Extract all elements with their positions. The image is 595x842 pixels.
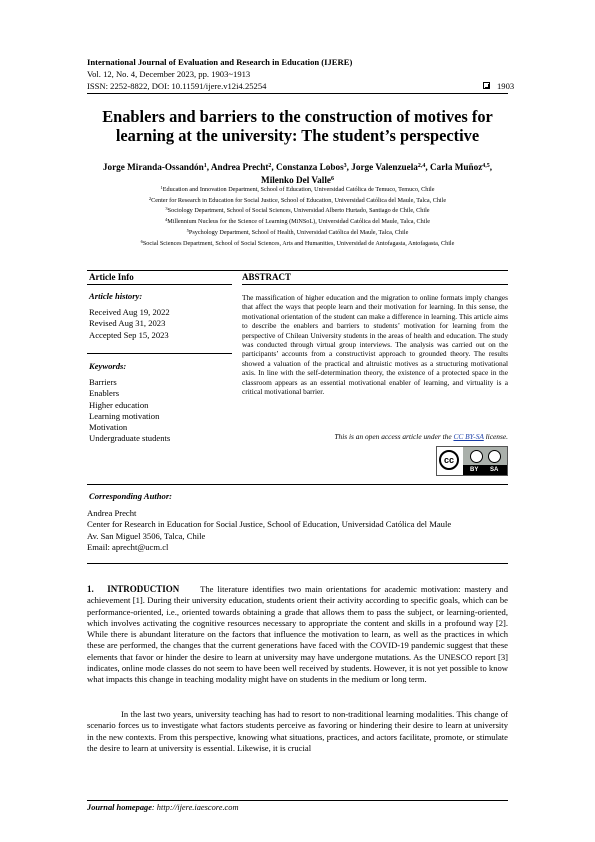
square-icon xyxy=(483,82,490,89)
header-rule xyxy=(87,93,508,94)
title-line-1: Enablers and barriers to the construction of motives for xyxy=(102,107,493,126)
abstract-heading: ABSTRACT xyxy=(242,272,292,282)
corresponding-details xyxy=(87,508,508,553)
article-info-heading: Article Info xyxy=(89,272,134,282)
keyword: Learning motivation xyxy=(89,410,160,421)
keyword-list xyxy=(89,377,170,445)
keywords-divider xyxy=(87,353,232,354)
abstract-divider xyxy=(242,284,508,285)
keywords-heading: Keywords: xyxy=(89,361,127,371)
author-name: Carla Muñoz xyxy=(429,162,483,172)
keyword: Higher education xyxy=(89,399,149,410)
corresponding-address: Av. San Miguel 3506, Talca, Chile xyxy=(87,530,206,541)
info-bottom-rule xyxy=(87,484,508,485)
received-date: Received Aug 19, 2022 xyxy=(89,307,170,317)
paper-title xyxy=(87,108,508,145)
author-list: Jorge Miranda-Ossandón$^1$, Andrea Precht$^2$, Constanza Lobos$^3$, Jorge Valenzuela$^{2,4}$, Carla Muñoz$^{4,5}$, Milenko Del Valle$^6$ xyxy=(102,162,493,185)
corresponding-heading: Corresponding Author: xyxy=(89,491,173,501)
section-heading-introduction: 1. INTRODUCTION xyxy=(87,584,180,594)
corresponding-rule xyxy=(87,563,508,564)
affiliation-line: $^5$Psychology Department, School of Health, Universidad Católica del Maule, Talca, Chile xyxy=(186,227,409,236)
affiliation-line: $^3$Sociology Department, School of Social Sciences, Universidad Alberto Hurtado, Santiago de Chile, Chile xyxy=(165,206,430,215)
sa-label: SA xyxy=(490,467,499,473)
author-name: Andrea Precht xyxy=(210,162,269,172)
history-dates xyxy=(89,307,170,341)
intro-paragraph-2: In the last two years, university teaching has had to resort to non-traditional learning modalities. This change of scenario forces us to investigate what factors students perceive as favoring or hindering their desire to learn at university in the new contexts. From this perspective, knowing what situations, practices, and actors facilitate, promote, or stimulate the desire to learn at university is essential. Likewise, it is crucial xyxy=(87,709,508,753)
affiliation-line: $^4$Millennium Nucleus for the Science of Learning (MiNSoL), Universidad Católica del Maule, Talca, Chile xyxy=(165,217,430,226)
sa-icon xyxy=(488,450,501,463)
author-name: Milenko Del Valle xyxy=(261,174,331,185)
author-name: Jorge Valenzuela xyxy=(351,162,418,172)
corresponding-email[interactable]: Email: aprecht@ucm.cl xyxy=(87,541,169,552)
by-label: BY xyxy=(470,467,479,473)
keyword: Undergraduate students xyxy=(89,433,171,444)
by-icon xyxy=(470,450,483,463)
history-heading: Article history: xyxy=(89,291,143,301)
issn-doi: ISSN: 2252-8822, DOI: 10.11591/ijere.v12i4.25254 xyxy=(87,81,267,91)
corresponding-name: Andrea Precht xyxy=(87,508,137,518)
affiliation-line: $^1$Education and Innovation Department, School of Education, Universidad Católica de Temuco, Temuco, Chile xyxy=(160,185,435,193)
affiliations xyxy=(87,184,508,248)
corresponding-affiliation: Center for Research in Education for Social Justice, School of Education, Universidad Católica del Maule xyxy=(87,519,452,530)
author-name: Jorge Miranda-Ossandón xyxy=(102,162,204,172)
page-number: 1903 xyxy=(497,81,515,91)
cc-icon: cc xyxy=(439,450,459,470)
journal-name: International Journal of Evaluation and Research in Education (IJERE) xyxy=(87,57,353,67)
open-access-note: This is an open access article under the CC BY-SA license. xyxy=(334,432,508,441)
license-link[interactable]: CC BY-SA xyxy=(453,432,484,441)
keyword: Enablers xyxy=(89,388,120,399)
revised-date: Revised Aug 31, 2023 xyxy=(89,318,166,329)
keyword: Motivation xyxy=(89,422,128,433)
affiliation-line: $^2$Center for Research in Education for Social Justice, School of Education, Universidad Católica del Maule, Talca, Chile xyxy=(148,195,447,204)
author-name: Constanza Lobos xyxy=(276,162,344,172)
intro-paragraph-1: The literature identifies two main orientations for academic motivation: mastery and achievement [1]. During their university education, students orient their activity according to specific goals, which can be performance-oriented, i.e., oriented towards obtaining a grade that allows them to pass the subject, or learning-oriented, which involves activating the cognitive resources necessary to appropriate the content and skills in a profound way [2]. While there is abundant literature on the factors that influence the motivation to learn, as well as the practices in which these are performed, the changes that the current generations have faced with the COVID-19 pandemic suggest that these elements that favor or hinder the desire to learn at university may have undergone mutations. As the UNESCO report [3] indicates, online mode classes do not seem to have been well received by students. However, it is not yet possible to know what impacts this change in teaching modality might have on students in the medium or long term. xyxy=(87,584,508,685)
info-top-rule xyxy=(87,270,508,271)
abstract-text: The massification of higher education and the migration to online formats imply changes that affect the ways that people learn and their motivation for learning. In this sense, the motivational orientation of the student can make a difference in learning. This article aims to describe the enablers and barriers to students’ motivation for learning from the perspective of Chilean University students in the areas of health and education. The study was conducted through virtual group interviews. The analysis was carried out on the participants’ accounts from a constructivist approach to grounded theory. The results showed a valuation of the practical and altruistic motives as a structuring motivational axis. In line with the self-determination theory, the existence of a protected space in the classroom appears as an essential motivational enabler of learning, and virtuality is a critical motivational barrier. xyxy=(242,293,508,397)
cc-license-badge[interactable] xyxy=(436,446,508,476)
keyword: Barriers xyxy=(89,377,117,387)
footer-rule xyxy=(87,800,508,801)
info-divider xyxy=(87,284,232,285)
journal-homepage[interactable]: Journal homepage: http://ijere.iaescore.com xyxy=(87,803,239,812)
accepted-date: Accepted Sep 15, 2023 xyxy=(89,329,169,340)
affiliation-line: $^6$Social Sciences Department, School of Social Sciences, Arts and Humanities, Universidad de Antofagasta, Antofagasta, Chile xyxy=(140,238,455,247)
volume-info: Vol. 12, No. 4, December 2023, pp. 1903~1913 xyxy=(87,69,251,79)
title-line-2: learning at the university: The student’s perspective xyxy=(115,125,480,145)
